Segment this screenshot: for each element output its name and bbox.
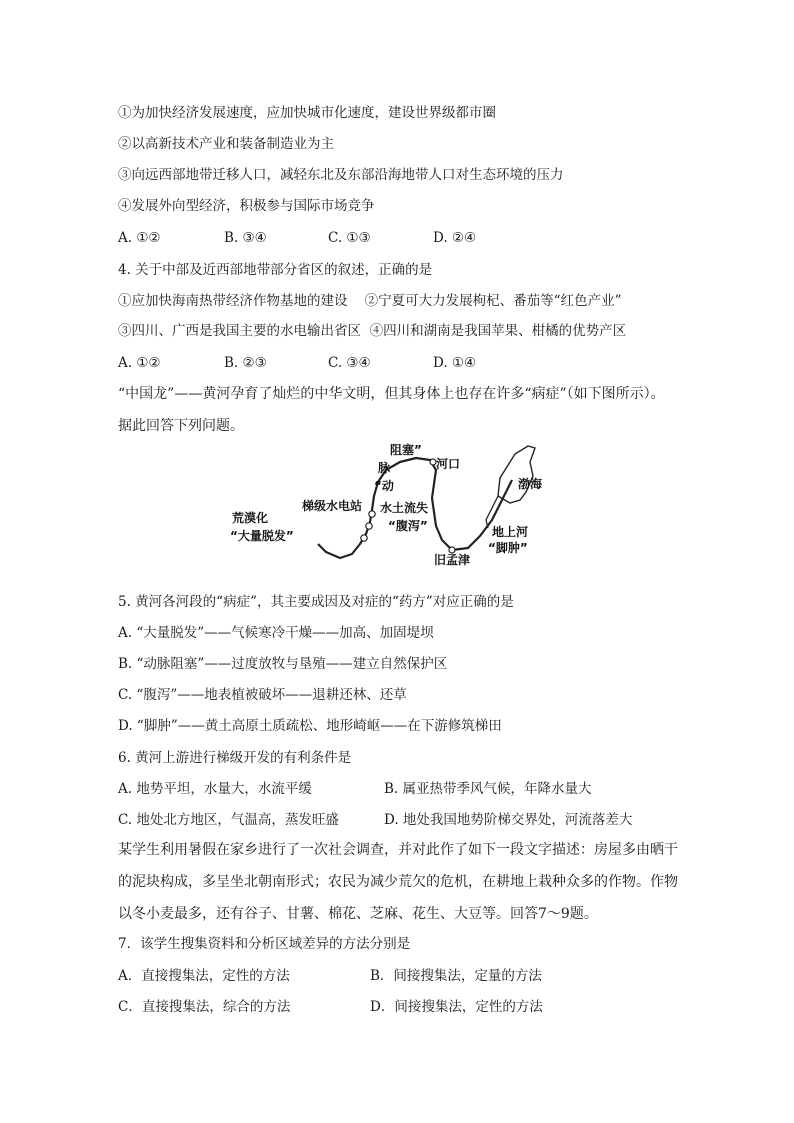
label-hair-loss: “大量脱发” [230,529,294,543]
label-suspended-river: 地上河 [492,525,529,539]
passage-yellow-river: “中国龙”——黄河孕育了灿烂的中华文明，但其身体上也存在许多“病症”（如下图所示）。据此回答下列问题。 [118,386,665,434]
q5-option-b: B. “动脉阻塞”——过度放牧与垦殖——建立自然保护区 [118,656,448,672]
q4-option-a: A. ①② [118,355,161,371]
q4-option-b: B. ②③ [224,355,267,371]
q3-option-d: D. ②④ [433,230,477,246]
q4-option-d: D. ①④ [433,355,477,371]
q3-statement-4: ④发展外向型经济，积极参与国际市场竞争 [118,198,375,214]
label-diarrhea: “腹泻” [388,519,428,533]
yellow-river-map [230,440,560,580]
q5-option-d: D. “脚肿”——黄土高原土质疏松、地形崎岖——在下游修筑梯田 [118,718,502,734]
q3-statement-2: ②以高新技术产业和装备制造业为主 [118,136,334,152]
q5-option-c: C. “腹泻”——地表植被破坏——退耕还林、还草 [118,687,407,703]
q3-statement-3: ③向远西部地带迁移人口，减轻东北及东部沿海地带人口对生态环境的压力 [118,167,564,183]
q3-option-b: B. ③④ [224,230,267,246]
q5-option-a: A. “大量脱发”——气候寒冷干燥——加高、加固堤坝 [118,625,434,641]
label-artery-a: 阻塞” [390,443,422,457]
label-desertification: 荒漠化 [232,511,269,525]
q7-option-d: D．间接搜集法，定性的方法 [370,999,543,1015]
q4-option-c: C. ③④ [328,355,371,371]
q7-stem: 7．该学生搜集资料和分析区域差异的方法分别是 [118,936,411,952]
label-bohai: 渤海 [518,477,543,491]
q4-stem: 4. 关于中部及近西部地带部分省区的叙述，正确的是 [118,262,433,278]
label-mengjin: 旧孟津 [434,553,471,567]
q4-statements-1: ①应加快海南热带经济作物基地的建设 ②宁夏可大力发展枸杞、番茄等“红色产业” [118,293,622,309]
q5-stem: 5. 黄河各河段的“病症”，其主要成因及对症的“药方”对应正确的是 [118,594,514,610]
q6-option-a: A. 地势平坦，水量大，水流平缓 [118,781,312,797]
passage-survey: 某学生利用暑假在家乡进行了一次社会调查，并对此作了如下一段文字描述：房屋多由晒干的泥块构成，多呈坐北朝南形式；农民为减少荒欠的危机，在耕地上栽种众多的作物。作物以冬小麦最多，还有谷子、甘薯、棉花、芝麻、花生、大豆等。回答7～9题。 [118,842,678,922]
label-artery-b: 脉 [378,461,391,475]
q3-statement-1: ①为加快经济发展速度，应加快城市化速度，建设世界级都市圈 [118,105,496,121]
q4-statements-2: ③四川、广西是我国主要的水电输出省区 ④四川和湖南是我国苹果、柑橘的优势产区 [118,323,627,339]
q7-option-c: C．直接搜集法，综合的方法 [118,999,291,1015]
q6-option-d: D. 地处我国地势阶梯交界处，河流落差大 [384,812,633,828]
q6-option-b: B. 属亚热带季风气候，年降水量大 [384,781,592,797]
dam-marker [369,511,375,517]
label-artery-c: “动 [374,479,394,493]
q6-option-c: C. 地处北方地区，气温高，蒸发旺盛 [118,812,339,828]
label-swollen-feet: “脚肿” [488,541,528,555]
label-hekou: 河口 [436,457,461,471]
dam-marker [361,535,367,541]
q7-option-b: B．间接搜集法，定量的方法 [370,968,542,984]
q3-option-c: C. ①③ [328,230,371,246]
q6-stem: 6. 黄河上游进行梯级开发的有利条件是 [118,750,352,766]
q3-option-a: A. ①② [118,230,161,246]
label-hydro-station: 梯级水电站 [302,499,363,513]
label-soil-erosion: 水土流失 [380,501,429,515]
q7-option-a: A．直接搜集法，定性的方法 [118,968,290,984]
dam-marker [366,523,372,529]
